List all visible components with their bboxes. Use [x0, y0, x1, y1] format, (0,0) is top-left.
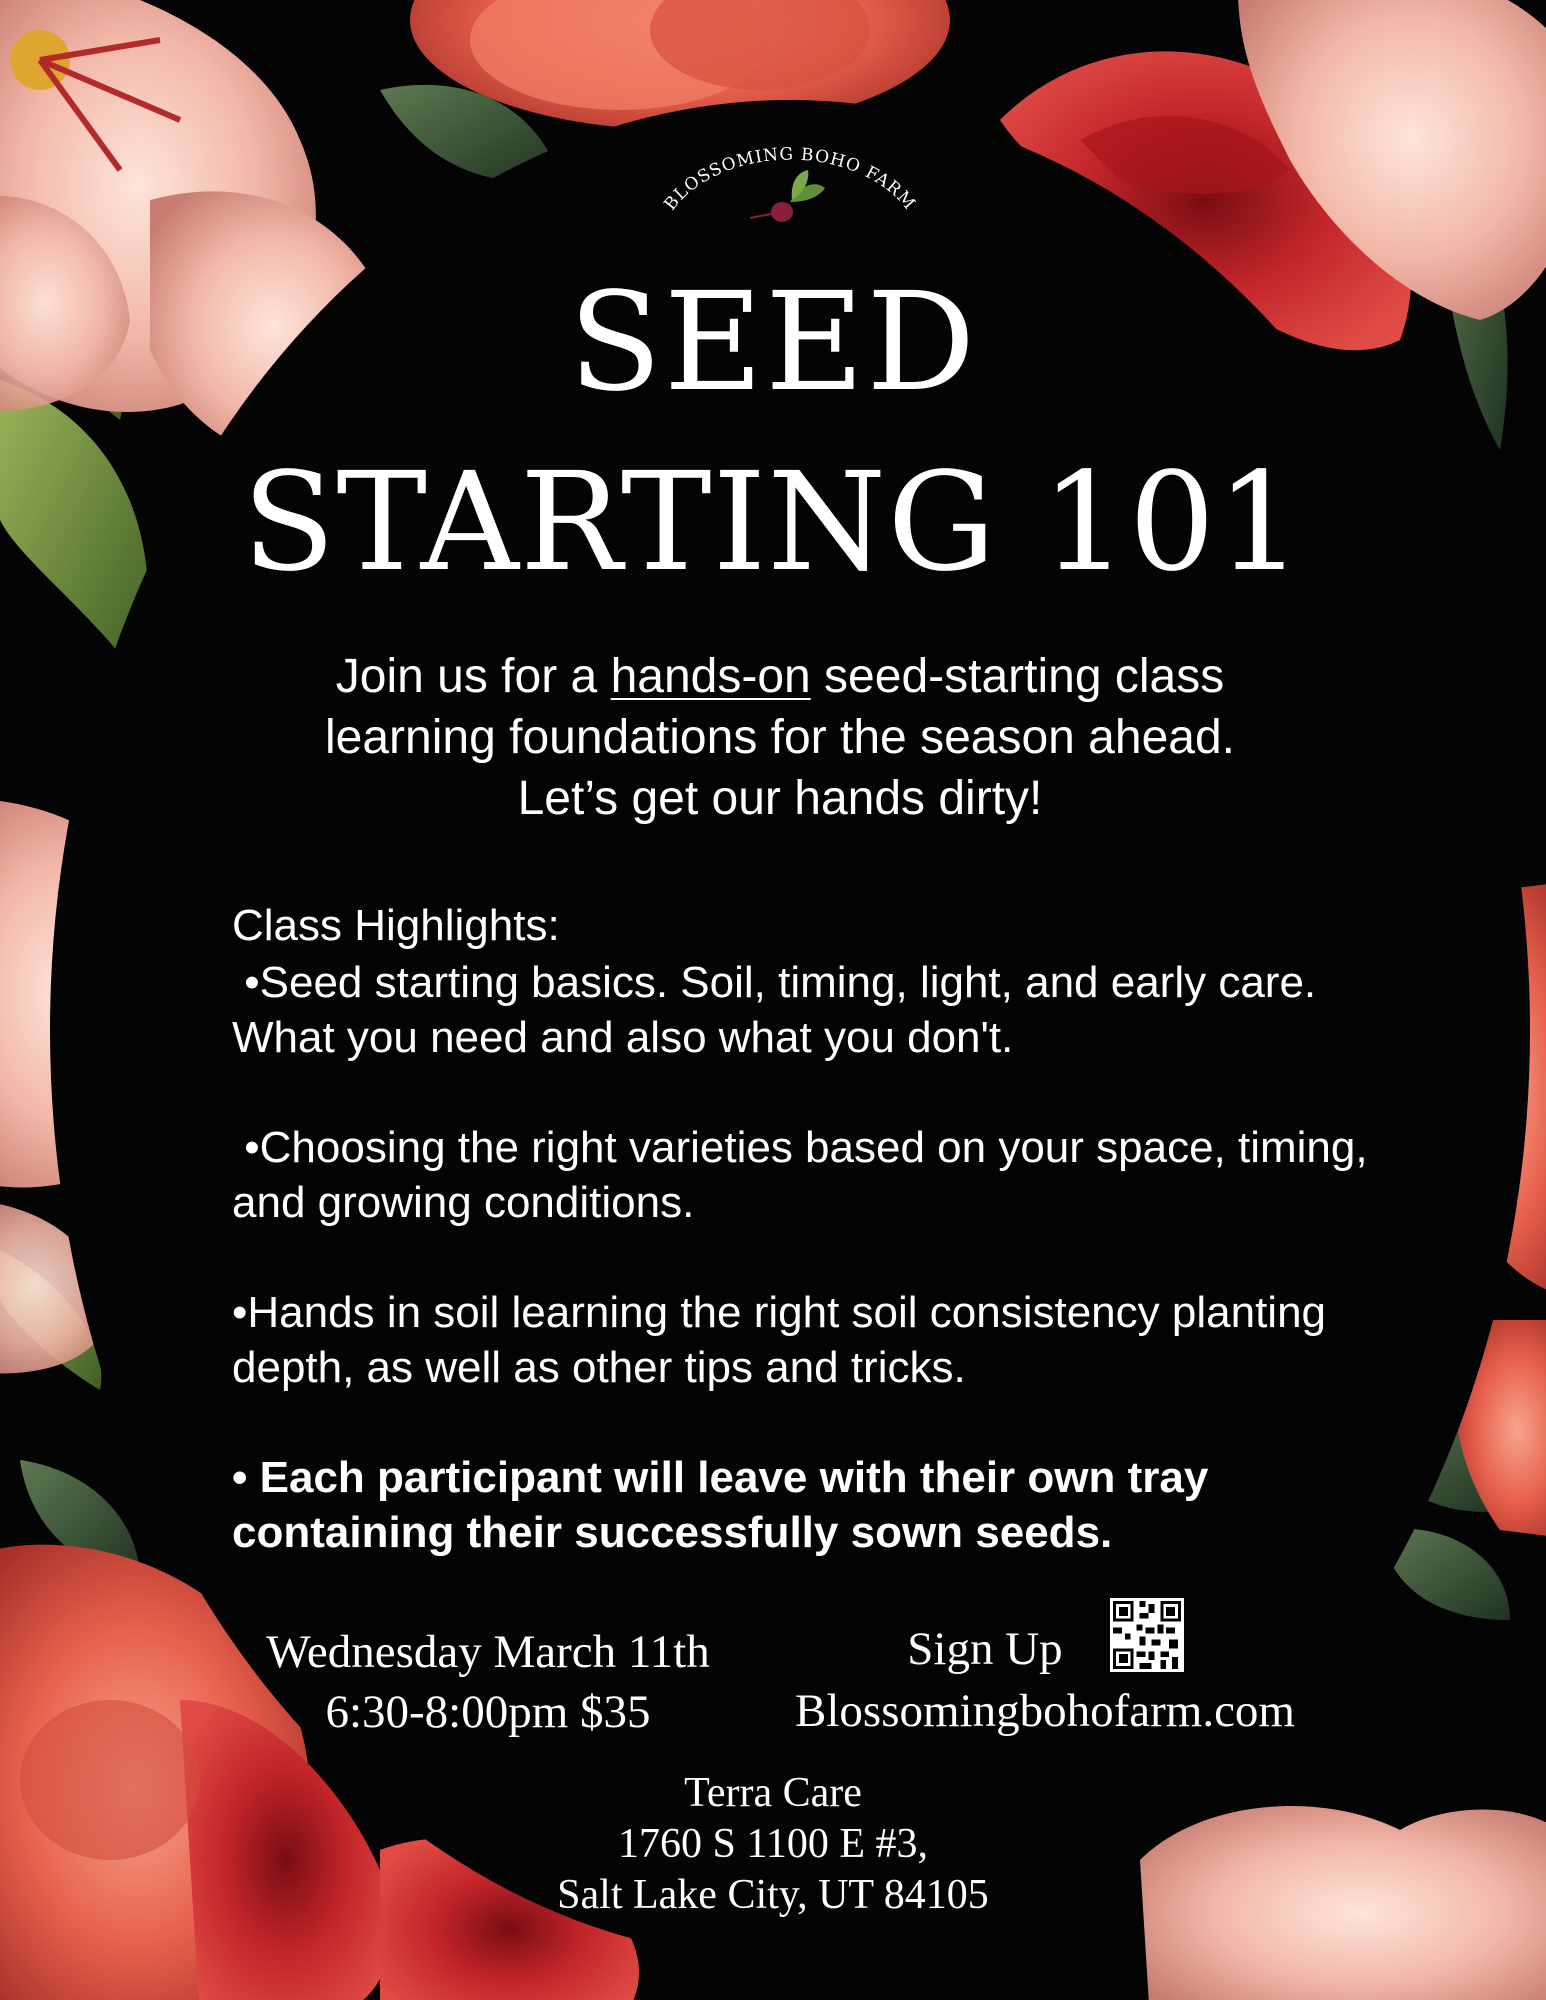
class-highlights [232, 898, 1412, 1560]
highlight-item-bold: • Each participant will leave with their own tray containing their successfully sown seeds. [232, 1453, 1209, 1557]
venue-city: Salt Lake City, UT 84105 [557, 1872, 989, 1918]
intro-line-1 [180, 646, 1380, 707]
signup-website[interactable]: Blossomingbohofarm.com [795, 1685, 1295, 1737]
intro-line-3: Let’s get our hands dirty! [517, 772, 1043, 825]
event-details [218, 1622, 758, 1742]
intro-line-2: learning foundations for the season ahead. [324, 711, 1235, 764]
title-line-1: SEED [568, 264, 978, 422]
beet-icon [750, 170, 825, 222]
signup-block [730, 1618, 1360, 1742]
title-line-2: STARTING 101 [242, 444, 1304, 602]
svg-text:BLOSSOMING BOHO FARM [660, 145, 919, 215]
intro-part-1: Join us for a [335, 650, 611, 703]
highlights-heading: Class Highlights: [232, 901, 560, 950]
highlight-item: •Choosing the right varieties based on your space, timing, and growing conditions. [232, 1123, 1380, 1227]
intro-text [180, 646, 1380, 829]
venue-name: Terra Care [684, 1770, 862, 1816]
highlight-item: •Seed starting basics. Soil, timing, light, and early care. What you need and also what you don't. [232, 958, 1329, 1062]
event-time-price: 6:30-8:00pm $35 [325, 1686, 651, 1738]
farm-logo [640, 120, 940, 250]
qr-code-icon[interactable] [1110, 1598, 1184, 1672]
highlight-item: •Hands in soil learning the right soil consistency planting depth, as well as other tips and tricks. [232, 1288, 1327, 1392]
signup-label: Sign Up [907, 1623, 1063, 1675]
intro-part-2: seed-starting class [810, 650, 1225, 703]
logo-text: BLOSSOMING BOHO FARM [660, 144, 920, 215]
event-date: Wednesday March 11th [266, 1626, 710, 1678]
venue-street: 1760 S 1100 E #3, [618, 1821, 928, 1867]
intro-emphasis: hands-on [610, 650, 811, 703]
venue-address [0, 1768, 1546, 1921]
